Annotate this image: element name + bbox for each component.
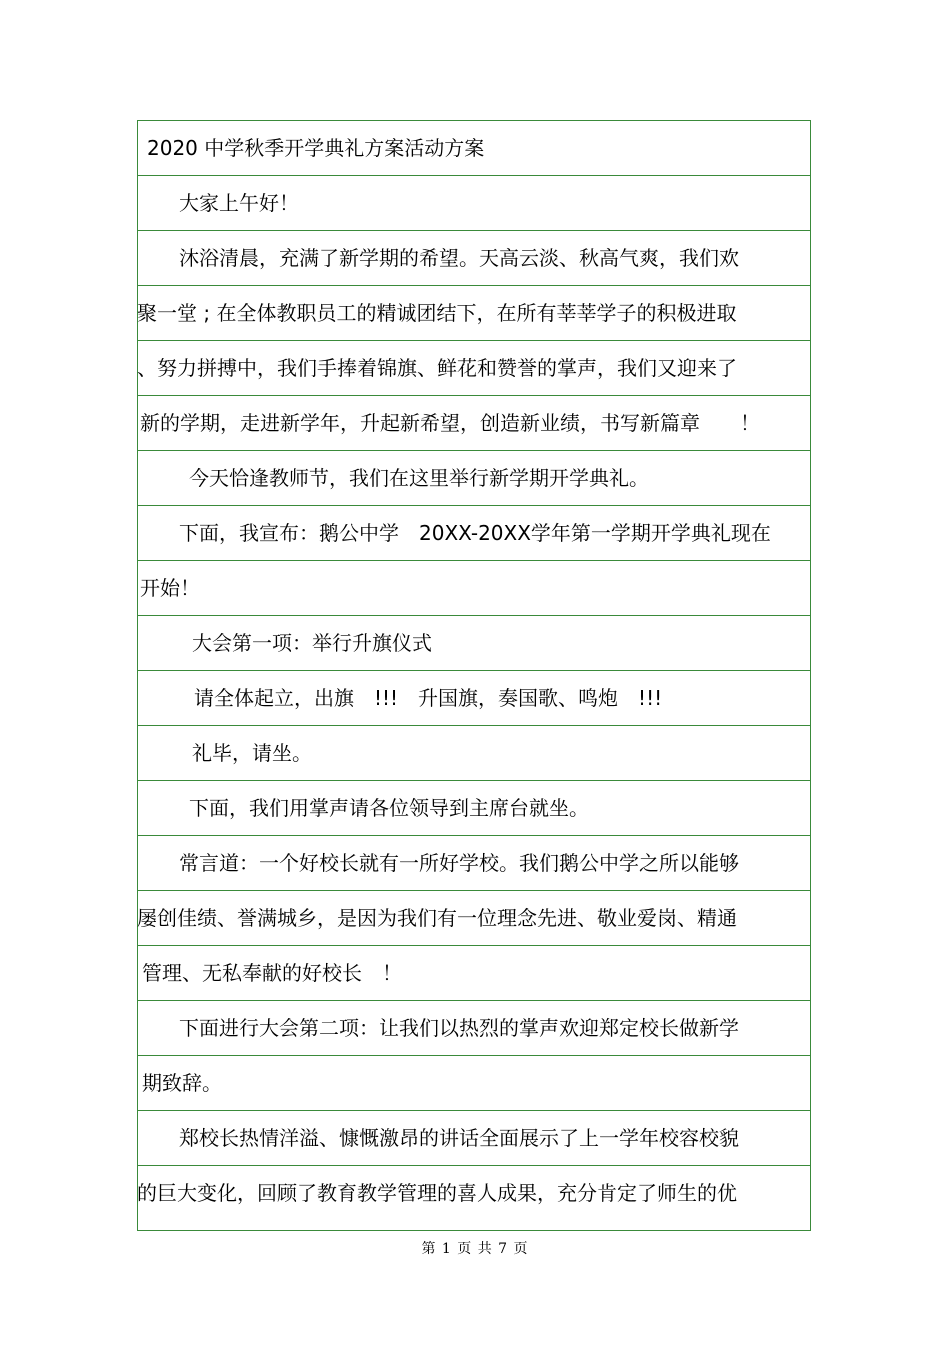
text-line: 的巨大变化，回顾了教育教学管理的喜人成果，充分肯定了师生的优 bbox=[137, 1181, 737, 1205]
text-line: 郑校长热情洋溢、慷慨激昂的讲话全面展示了上一学年校容校貌 bbox=[137, 1111, 811, 1166]
text-line: 管理、无私奉献的好校长 ！ bbox=[137, 946, 811, 1001]
text-line: 下面，我们用掌声请各位领导到主席台就坐。 bbox=[137, 781, 811, 836]
text-line: 沐浴清晨，充满了新学期的希望。天高云淡、秋高气爽，我们欢 bbox=[137, 231, 811, 286]
text-line: 礼毕，请坐。 bbox=[137, 726, 811, 781]
text-line: 请全体起立，出旗 !!! 升国旗，奏国歌、鸣炮 !!! bbox=[137, 671, 811, 726]
document-title: 2020 中学秋季开学典礼方案活动方案 bbox=[137, 121, 811, 176]
text-line: 屡创佳绩、誉满城乡，是因为我们有一位理念先进、敬业爱岗、精通 bbox=[137, 891, 811, 946]
page-number: 第 1 页 共 7 页 bbox=[421, 1241, 529, 1257]
text-line: 期致辞。 bbox=[137, 1056, 811, 1111]
text-line: 下面，我宣布：鹅公中学 20XX-20XX学年第一学期开学典礼现在 bbox=[137, 506, 811, 561]
text-line: 大会第一项：举行升旗仪式 bbox=[137, 616, 811, 671]
text-line: 大家上午好！ bbox=[137, 176, 811, 231]
text-line: 今天恰逢教师节，我们在这里举行新学期开学典礼。 bbox=[137, 451, 811, 506]
text-line: 开始！ bbox=[137, 561, 811, 616]
text-line: 新的学期，走进新学年，升起新希望，创造新业绩，书写新篇章 ！ bbox=[137, 396, 811, 451]
text-line: 常言道：一个好校长就有一所好学校。我们鹅公中学之所以能够 bbox=[137, 836, 811, 891]
text-line: 下面进行大会第二项：让我们以热烈的掌声欢迎郑定校长做新学 bbox=[137, 1001, 811, 1056]
text-line: 聚一堂 ; 在全体教职员工的精诚团结下，在所有莘莘学子的积极进取 bbox=[137, 286, 811, 341]
text-line: 、努力拼搏中，我们手捧着锦旗、鲜花和赞誉的掌声，我们又迎来了 bbox=[137, 341, 811, 396]
